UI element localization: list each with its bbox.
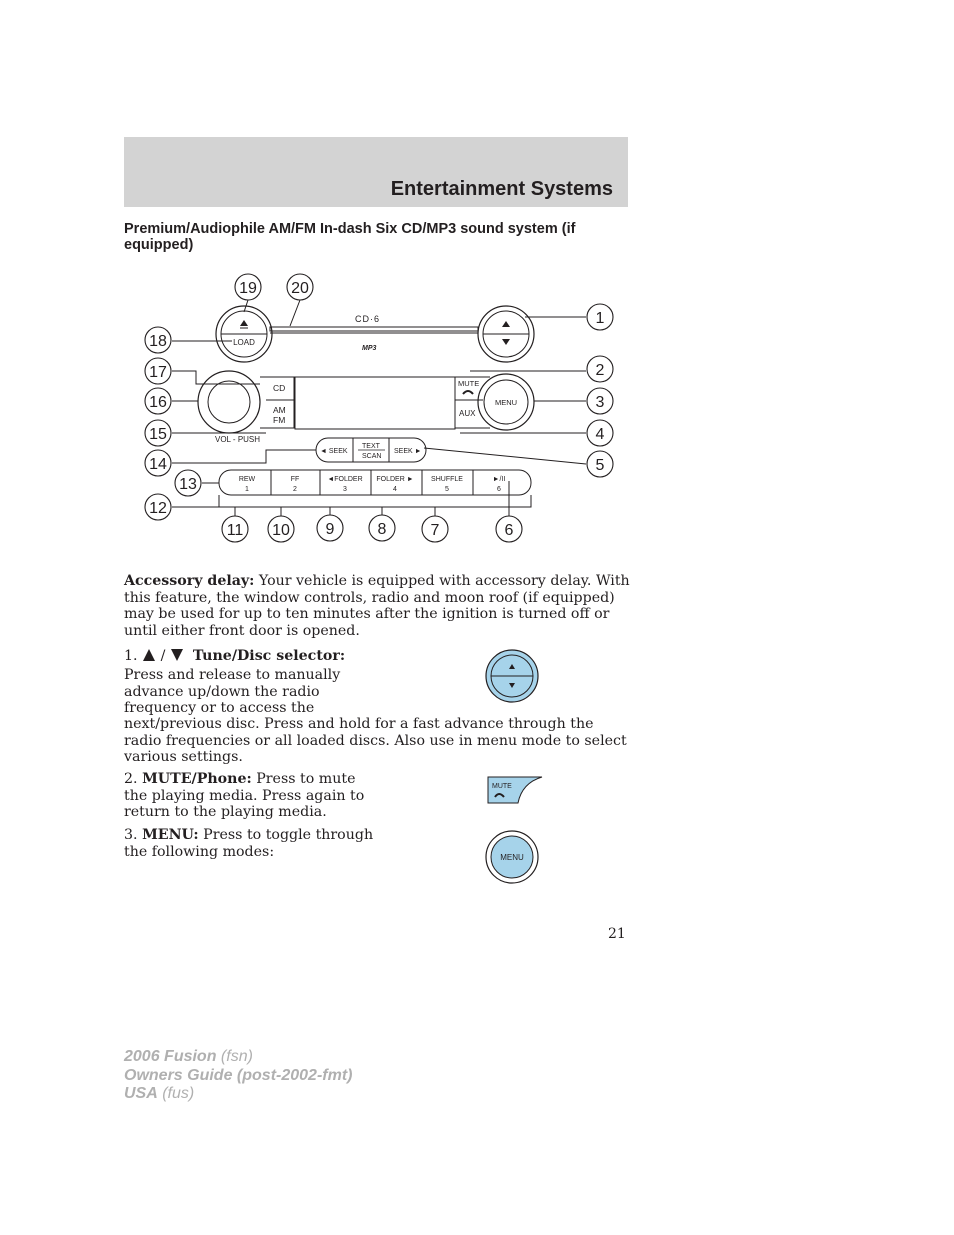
up-triangle-icon: [142, 648, 156, 662]
tune-disc-selector: [478, 306, 534, 362]
footer-model-code: (fsn): [216, 1048, 253, 1065]
preset-4-label: FOLDER ►: [376, 476, 414, 483]
fm-label: FM: [273, 415, 286, 425]
callout-17: 17: [149, 364, 167, 381]
callout-12: 12: [149, 500, 167, 517]
down-arrow-icon: [502, 339, 510, 345]
seek-right-label: SEEK ►: [394, 448, 422, 455]
down-triangle-icon: [170, 648, 184, 662]
preset-4-number: 4: [393, 486, 397, 493]
menu-icon: [484, 830, 540, 886]
menu-knob: [478, 374, 534, 430]
vol-push-label: VOL - PUSH: [215, 435, 261, 444]
eject-icon: [240, 320, 248, 326]
callout-16: 16: [149, 394, 167, 411]
phone-icon: [463, 391, 473, 394]
aux-label: AUX: [459, 409, 476, 418]
accessory-delay-paragraph: [124, 573, 630, 639]
preset-1-number: 1: [245, 486, 249, 493]
preset-3-number: 3: [343, 486, 347, 493]
item-3-number: 3.: [124, 827, 138, 843]
accessory-delay-label: Accessory delay:: [124, 573, 255, 589]
up-arrow-icon: [502, 321, 510, 327]
item-3-label: MENU:: [142, 827, 199, 843]
cd6-logo: CD·6: [355, 314, 381, 324]
preset-1-label: REW: [238, 476, 256, 483]
item-3-paragraph: [124, 827, 374, 860]
mute-icon-label: MUTE: [492, 783, 512, 790]
load-label: LOAD: [233, 338, 255, 347]
preset-2-label: FF: [290, 476, 300, 483]
callout-6: 6: [504, 522, 514, 539]
item-2-paragraph: [124, 771, 382, 821]
callout-15: 15: [149, 426, 167, 443]
footer-guide: Owners Guide (post-2002-fmt): [124, 1066, 353, 1084]
preset-6-number: 6: [497, 486, 501, 493]
cd-label: CD: [273, 383, 286, 393]
seek-left-label: ◄ SEEK: [320, 448, 348, 455]
callout-8: 8: [377, 521, 387, 538]
footer-model: 2006 Fusion: [124, 1048, 217, 1065]
callout-2: 2: [595, 362, 605, 379]
callout-20: 20: [291, 280, 309, 297]
preset-6-label: ►/II: [492, 476, 506, 483]
am-label: AM: [273, 405, 286, 415]
callout-lines: [172, 300, 586, 516]
preset-buttons: [239, 470, 506, 495]
page-number: 21: [608, 926, 626, 942]
preset-bar: [219, 470, 531, 495]
menu-icon-label: MENU: [500, 853, 524, 862]
callout-18: 18: [149, 333, 167, 350]
menu-label: MENU: [494, 398, 518, 407]
preset-2-number: 2: [293, 486, 297, 493]
chapter-title: Entertainment Systems: [390, 178, 613, 200]
item-3-text: Press to toggle through the following modes:: [124, 827, 374, 860]
callout-7: 7: [430, 522, 440, 539]
display-screen: [295, 377, 455, 429]
callout-5: 5: [595, 457, 605, 474]
item-2-label: MUTE/Phone:: [142, 771, 252, 787]
callout-3: 3: [595, 394, 605, 411]
tune-selector-icon: [484, 648, 540, 704]
callout-13: 13: [179, 476, 197, 493]
callout-11: 11: [226, 522, 244, 539]
item-2-number: 2.: [124, 771, 138, 787]
item-1-label: Tune/Disc selector:: [192, 648, 346, 664]
footer-market: USA: [124, 1085, 158, 1102]
load-eject-button: [216, 306, 272, 362]
mp3-logo: MP3: [362, 345, 377, 352]
section-title: Premium/Audiophile AM/FM In-dash Six CD/MP3 sound system (if equipped): [124, 221, 576, 253]
mute-label: MUTE: [458, 379, 480, 388]
footer: [124, 1048, 352, 1104]
item-1-number: 1.: [124, 648, 138, 664]
callout-10: 10: [272, 522, 290, 539]
preset-3-label: ◄FOLDER: [327, 476, 363, 483]
radio-faceplate-diagram: [140, 268, 620, 548]
callout-1: 1: [595, 310, 605, 327]
item-1-text-narrow: Press and release to manually advance up/down the radio frequency or to access the: [124, 667, 341, 717]
preset-5-label: SHUFFLE: [431, 476, 463, 483]
callout-4: 4: [595, 426, 605, 443]
callout-14: 14: [149, 456, 167, 473]
preset-5-number: 5: [445, 486, 449, 493]
mute-phone-icon: [486, 775, 544, 805]
footer-market-code: (fus): [157, 1085, 195, 1102]
item-1-text-wide: next/previous disc. Press and hold for a fast advance through the radio frequencies or all loaded discs. Also use in menu mode to select various settings.: [124, 716, 627, 766]
header-band: [124, 137, 628, 207]
accessory-delay-text: Your vehicle is equipped with accessory delay. With this feature, the window controls, radio and moon roof (if equipped) may be used for up to ten minutes after the ignition is turned off or until either front door is opened.: [124, 573, 630, 639]
item-2-text: Press to mute the playing media. Press again to return to the playing media.: [124, 771, 365, 821]
callout-19: 19: [239, 280, 257, 297]
text-label: TEXT: [362, 443, 380, 450]
item-1-heading: [124, 648, 374, 665]
callout-9: 9: [325, 521, 335, 538]
cd-slot: [270, 327, 478, 331]
scan-label: SCAN: [362, 453, 382, 460]
item-1-separator: /: [160, 648, 166, 664]
